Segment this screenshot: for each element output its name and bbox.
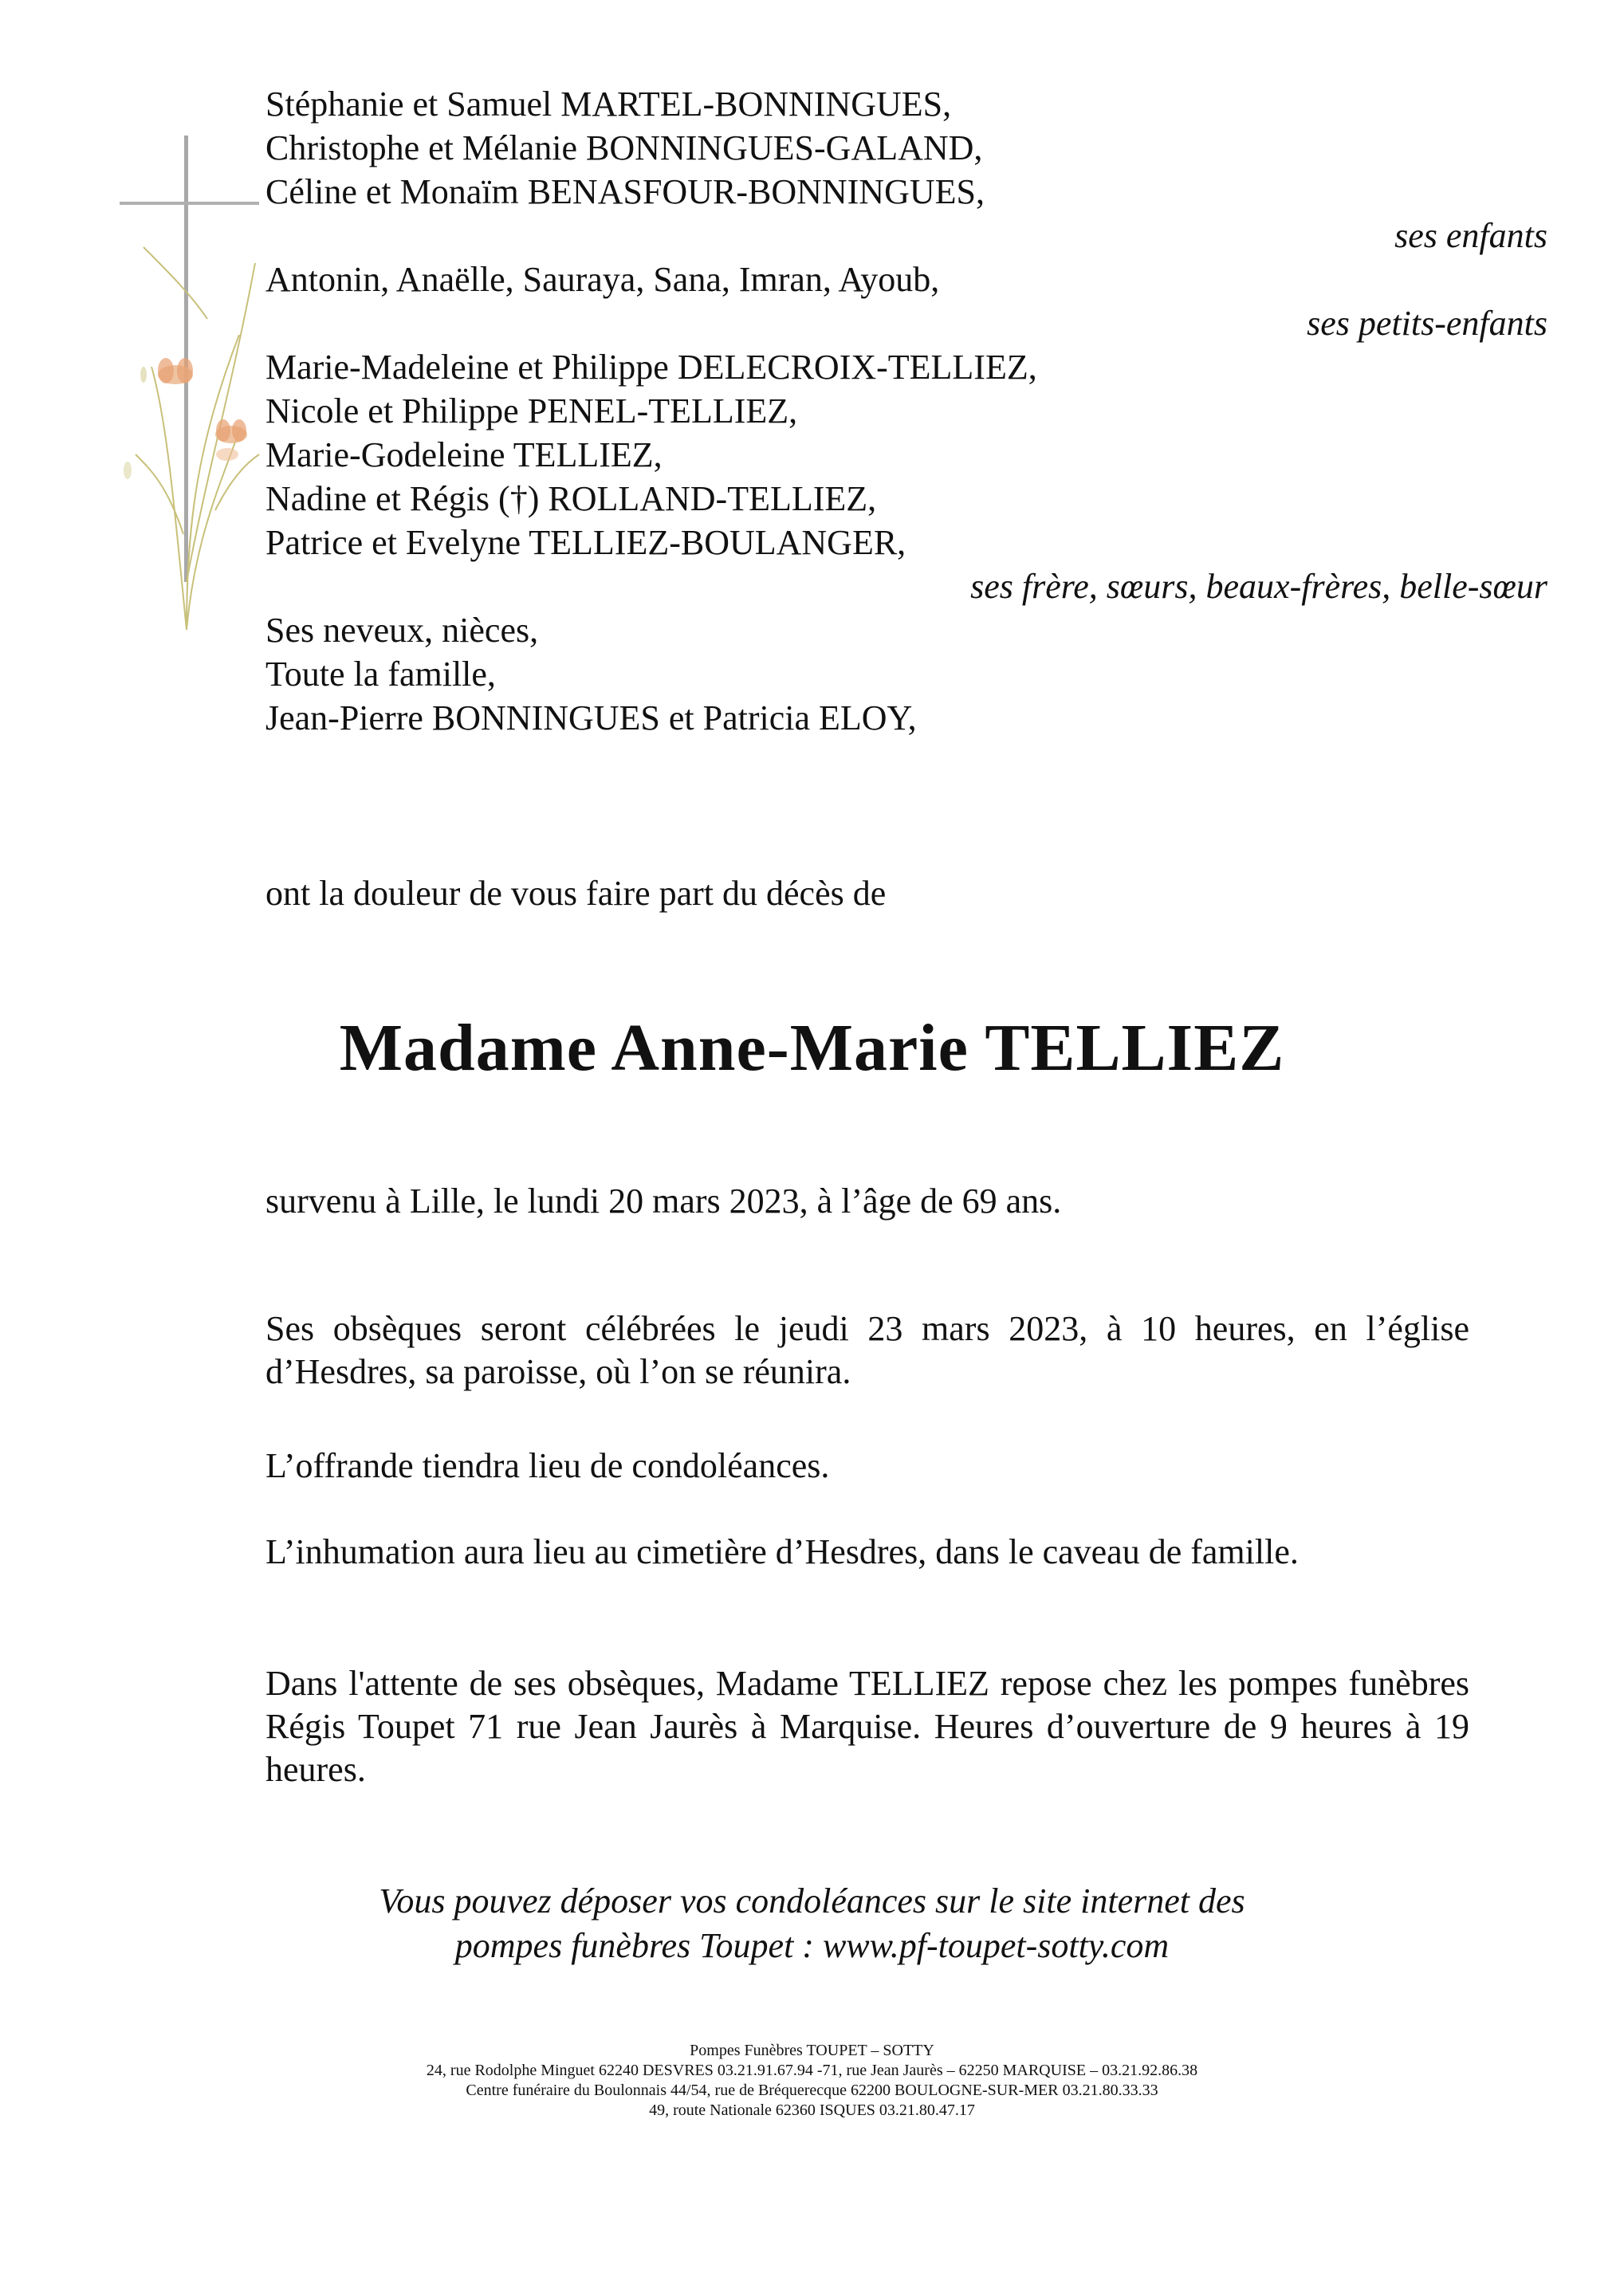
cross-flowers-illustration (120, 136, 263, 630)
footer-line-2: 24, rue Rodolphe Minguet 62240 DESVRES 03.21.91.67.94 -71, rue Jean Jaurès – 62250 MARQUISE – 03.21.92.86.38 (426, 2062, 1198, 2079)
burial-paragraph: L’inhumation aura lieu au cimetière d’Hesdres, dans le caveau de famille. (265, 1532, 1299, 1571)
funeral-paragraph: Ses obsèques seront célébrées le jeudi 23 mars 2023, à 10 heures, en l’église d’Hesdres, sa paroisse, où l’on se réunira. (265, 1309, 1469, 1391)
family-children-line-3: Céline et Monaïm BENASFOUR-BONNINGUES, (265, 172, 985, 211)
children-role: ses enfants (1394, 216, 1547, 255)
grandchildren-role: ses petits-enfants (1307, 304, 1547, 343)
footer-line-1: Pompes Funèbres TOUPET – SOTTY (690, 2042, 934, 2059)
offering-paragraph: L’offrande tiendra lieu de condoléances. (265, 1446, 830, 1485)
family-others-line-1: Ses neveux, nièces, (265, 611, 539, 650)
footer-line-4: 49, route Nationale 62360 ISQUES 03.21.80.47.17 (649, 2101, 975, 2119)
family-sibling-line-5: Patrice et Evelyne TELLIEZ-BOULANGER, (265, 523, 906, 562)
family-sibling-line-4: Nadine et Régis (†) ROLLAND-TELLIEZ, (265, 479, 877, 518)
rest-place-paragraph: Dans l'attente de ses obsèques, Madame TELLIEZ repose chez les pompes funèbres Régis Toupet 71 rue Jean Jaurès à Marquise. Heures d’ouverture de 9 heures à 19 heures. (265, 1664, 1469, 1789)
funeral-home-footer (0, 2041, 1624, 2121)
footer-line-3: Centre funéraire du Boulonnais 44/54, rue de Bréquerecque 62200 BOULOGNE-SUR-MER 03.21.80.33.33 (466, 2082, 1158, 2099)
family-children-line-2: Christophe et Mélanie BONNINGUES-GALAND, (265, 128, 983, 167)
family-grandchildren: Antonin, Anaëlle, Sauraya, Sana, Imran, Ayoub, (265, 260, 940, 299)
deceased-name: Madame Anne-Marie TELLIEZ (339, 1011, 1285, 1085)
cross-icon (120, 136, 259, 582)
death-details: survenu à Lille, le lundi 20 mars 2023, à l’âge de 69 ans. (265, 1181, 1062, 1221)
siblings-role: ses frère, sœurs, beaux-frères, belle-sœur (970, 567, 1547, 606)
family-children-line-1: Stéphanie et Samuel MARTEL-BONNINGUES, (265, 85, 952, 124)
online-condolences (0, 1879, 1624, 1968)
family-sibling-line-2: Nicole et Philippe PENEL-TELLIEZ, (265, 391, 798, 431)
online-condolences-line-2: pompes funèbres Toupet : www.pf-toupet-sotty.com (454, 1926, 1170, 1965)
family-sibling-line-3: Marie-Godeleine TELLIEZ, (265, 435, 663, 474)
family-others-line-3: Jean-Pierre BONNINGUES et Patricia ELOY, (265, 698, 917, 737)
family-others-line-2: Toute la famille, (265, 655, 496, 694)
announcement-text: ont la douleur de vous faire part du décès de (265, 874, 887, 913)
online-condolences-line-1: Vous pouvez déposer vos condoléances sur le site internet des (379, 1881, 1245, 1921)
family-sibling-line-1: Marie-Madeleine et Philippe DELECROIX-TELLIEZ, (265, 348, 1037, 387)
